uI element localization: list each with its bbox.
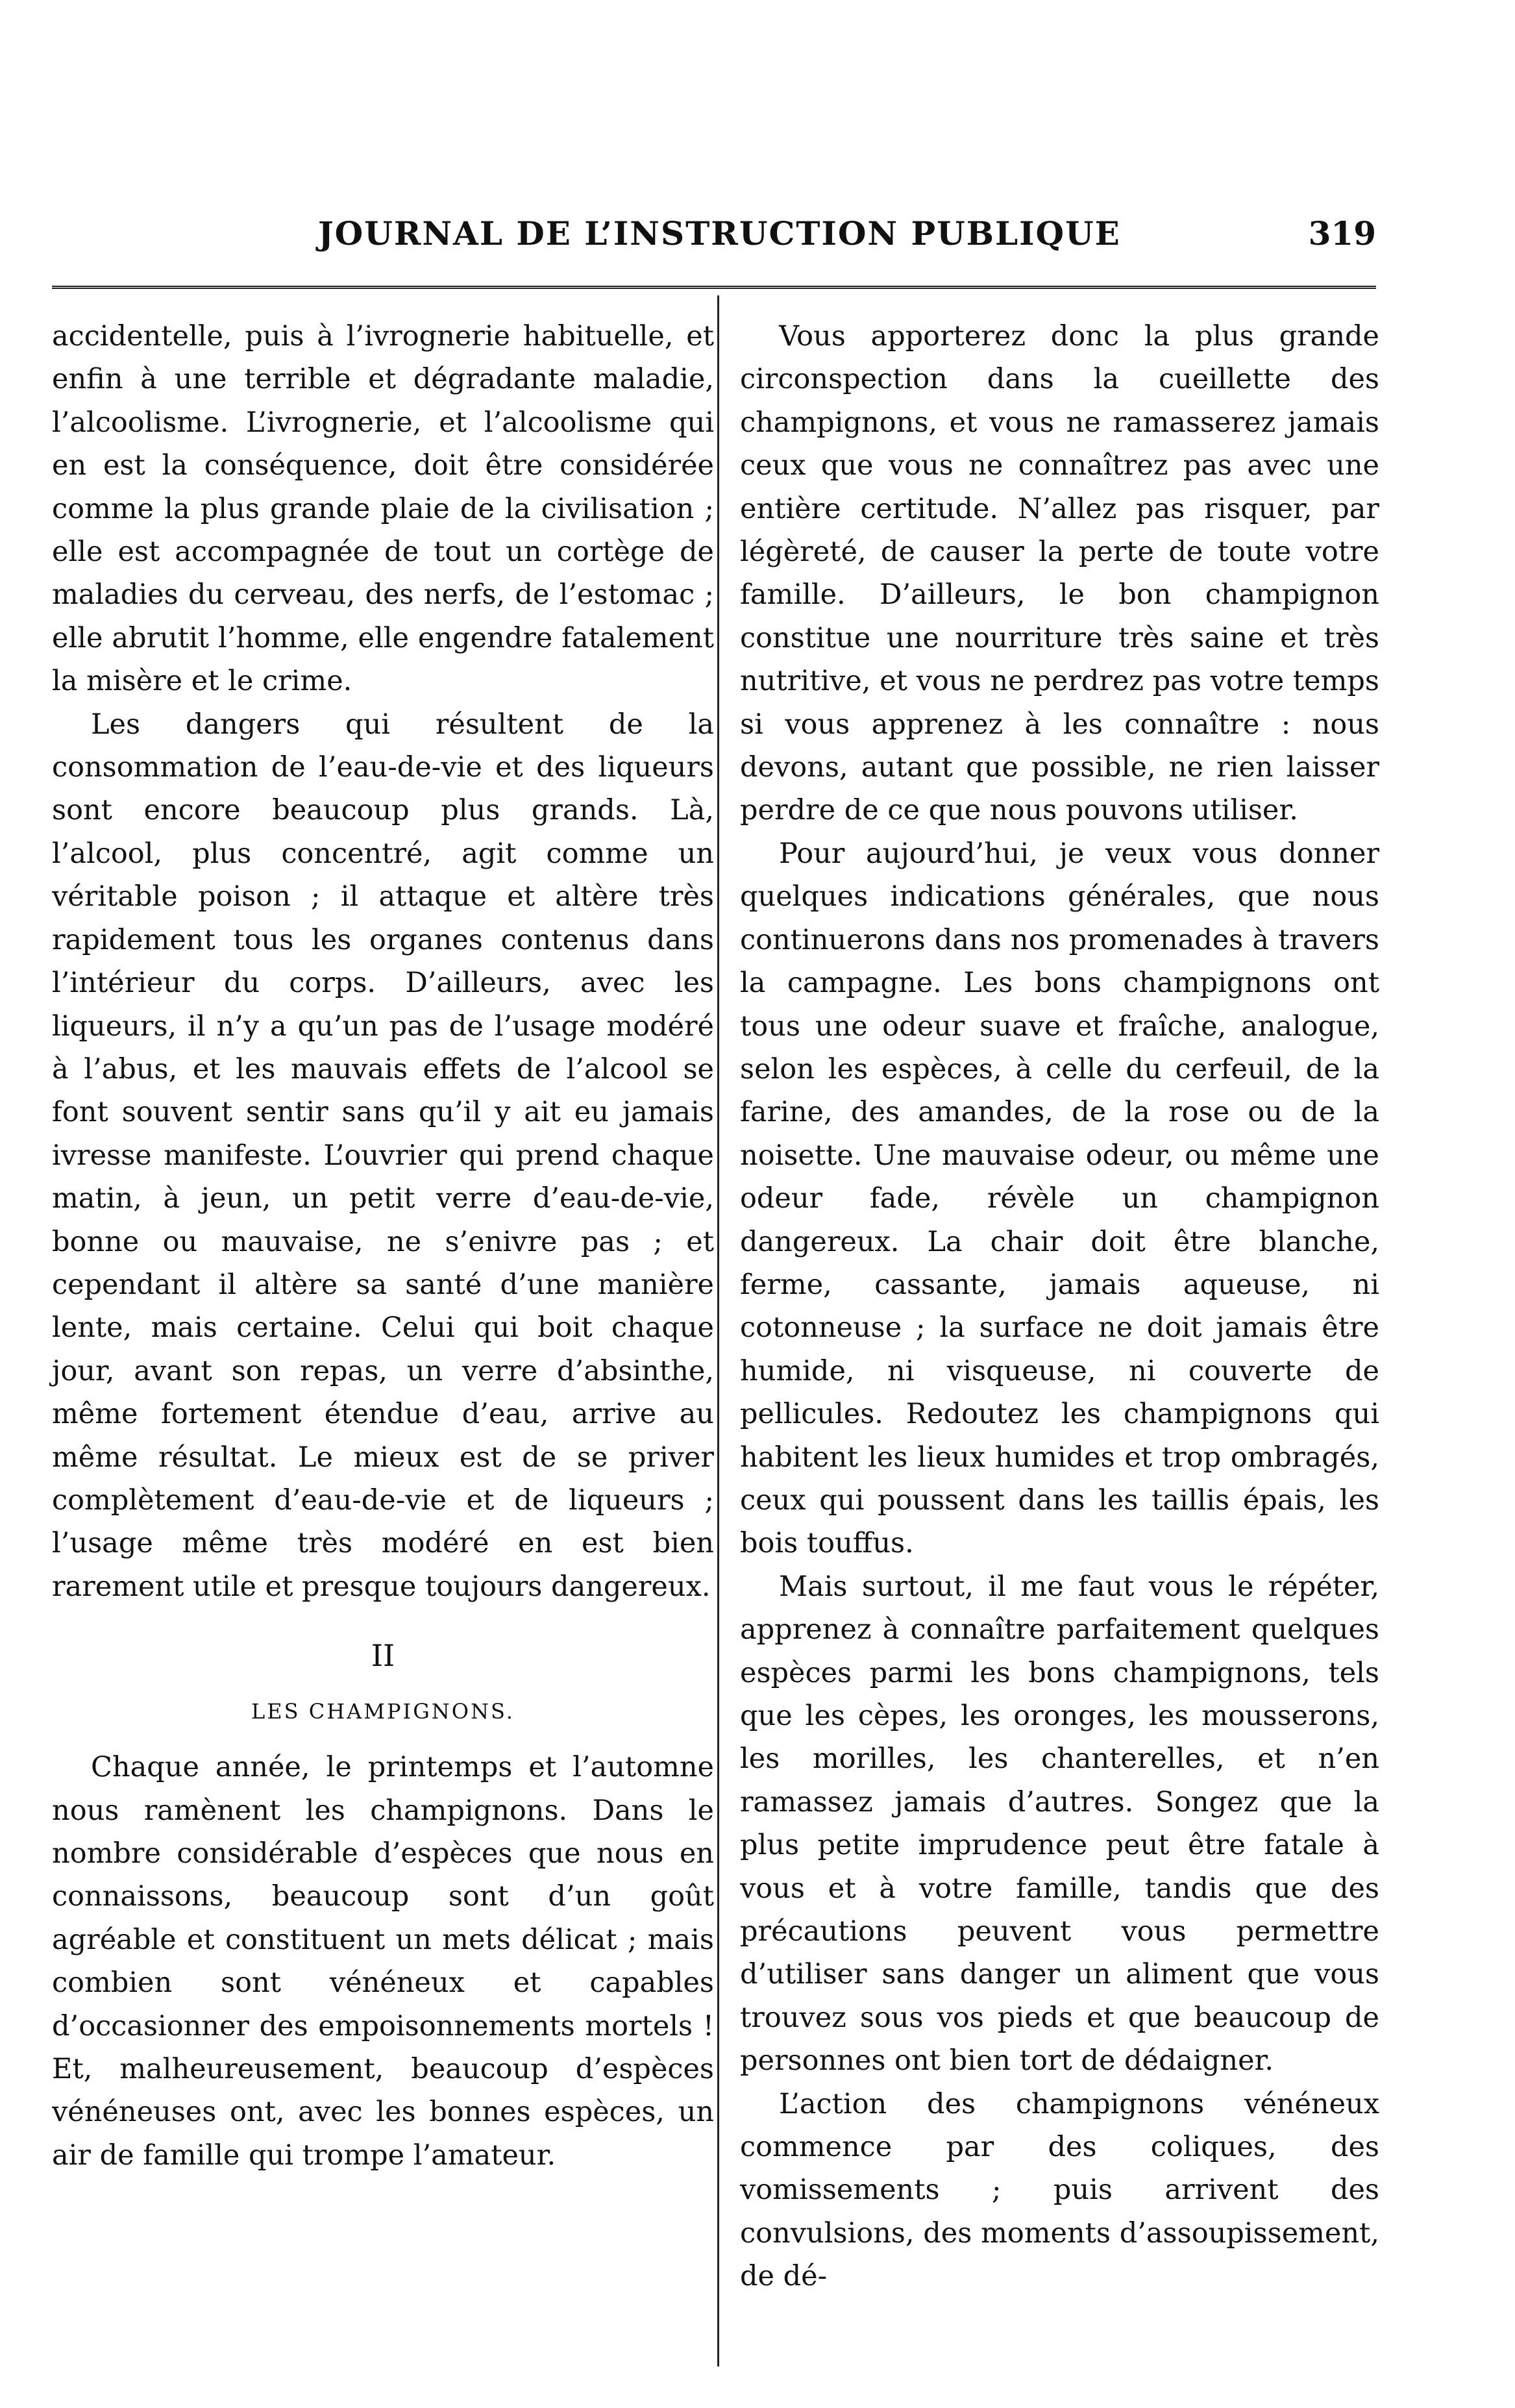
paragraph: Chaque année, le printemps et l’automne nous ramènent les champignons. Dans le nombre considérable d’espèces que nous en connaissons, beaucoup sont d’un goût agréable et constituent un mets délicat ; mais combien sont vénéneux et capables d’occasionner des empoisonnements mortels ! Et, malheureusement, beaucoup d’espèces vénéneuses ont, avec les bonnes espèces, un air de famille qui trompe l’amateur. [52,1751,714,2172]
header-rule [52,286,1376,289]
running-title: JOURNAL DE L’INSTRUCTION PUBLIQUE [318,214,1121,253]
left-column [52,315,714,2177]
page-header [52,214,1376,273]
paragraph: Pour aujourd’hui, je veux vous donner quelques indications générales, que nous continuerons dans nos promenades à travers la campagne. Les bons champignons ont tous une odeur suave et fraîche, analogue, selon les espèces, à celle du cerfeuil, de la farine, des amandes, de la rose ou de la noisette. Une mauvaise odeur, ou même une odeur fade, révèle un champignon dangereux. La chair doit être blanche, ferme, cassante, jamais aqueuse, ni cotonneuse ; la surface ne doit jamais être humide, ni visqueuse, ni couverte de pellicules. Redoutez les champignons qui habitent les lieux humides et trop ombragés, ceux qui poussent dans les taillis épais, les bois touffus. [740,837,1379,1560]
right-column [740,315,1379,2298]
column-divider [717,295,719,2366]
paragraph: accidentelle, puis à l’ivrognerie habituelle, et enfin à une terrible et dégradante maladie, l’alcoolisme. L’ivrognerie, et l’alcoolisme qui en est la conséquence, doit être considérée comme la plus grande plaie de la civilisation ; elle est accompagnée de tout un cortège de maladies du cerveau, des nerfs, de l’estomac ; elle abrutit l’homme, elle engendre fatalement la misère et le crime. [52,320,714,698]
paragraph: Vous apporterez donc la plus grande circonspection dans la cueillette des champignons, et vous ne ramasserez jamais ceux que vous ne connaîtrez pas avec une entière certitude. N’allez pas risquer, par légèreté, de causer la perte de toute votre famille. D’ailleurs, le bon champignon constitue une nourriture très saine et très nutritive, et vous ne perdrez pas votre temps si vous apprenez à les connaître : nous devons, autant que possible, ne rien laisser perdre de ce que nous pouvons utiliser. [740,320,1379,827]
paragraph: L’action des champignons vénéneux commence par des coliques, des vomissements ; puis arrivent des convulsions, des moments d’assoupissement, de dé- [740,2087,1379,2293]
section-number: II [371,1638,395,1674]
page-number: 319 [1308,214,1376,253]
section-title: LES CHAMPIGNONS. [251,1699,515,1724]
paragraph: Mais surtout, il me faut vous le répéter, apprenez à connaître parfaitement quelques espèces parmi les bons champignons, tels que les cèpes, les oronges, les mousserons, les morilles, les chanterelles, et n’en ramassez jamais d’autres. Songez que la plus petite imprudence peut être fatale à vous et à votre famille, tandis que des précautions peuvent vous permettre d’utiliser sans danger un aliment que vous trouvez sous vos pieds et que beaucoup de personnes ont bien tort de dédaigner. [740,1570,1379,2078]
paragraph: Les dangers qui résultent de la consommation de l’eau-de-vie et des liqueurs sont encore beaucoup plus grands. Là, l’alcool, plus concentré, agit comme un véritable poison ; il attaque et altère très rapidement tous les organes contenus dans l’intérieur du corps. D’ailleurs, avec les liqueurs, il n’y a qu’un pas de l’usage modéré à l’abus, et les mauvais effets de l’alcool se font souvent sentir sans qu’il y ait eu jamais ivresse manifeste. L’ouvrier qui prend chaque matin, à jeun, un petit verre d’eau-de-vie, bonne ou mauvaise, ne s’enivre pas ; et cependant il altère sa santé d’une manière lente, mais certaine. Celui qui boit chaque jour, avant son repas, un verre d’absinthe, même fortement étendue d’eau, arrive au même résultat. Le mieux est de se priver complètement d’eau-de-vie et de liqueurs ; l’usage même très modéré en est bien rarement utile et presque toujours dangereux. [52,708,714,1603]
